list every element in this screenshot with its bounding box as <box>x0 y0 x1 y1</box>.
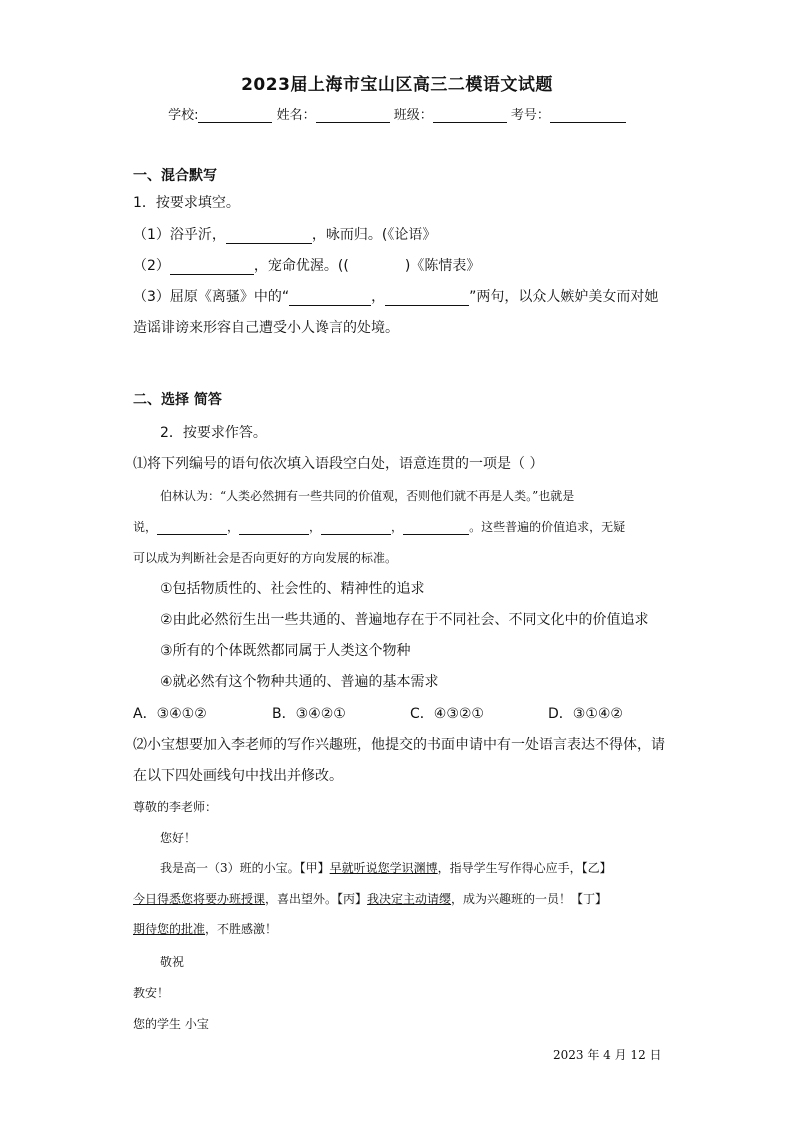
option-d[interactable]: D．③①④② <box>548 706 623 722</box>
passage-blank-3[interactable] <box>321 520 391 535</box>
letter-closing-1: 敬祝 <box>160 955 185 969</box>
letter-date: 2023 年 4 月 12 日 <box>553 1048 662 1062</box>
passage-line-1: 伯林认为：“人类必然拥有一些共同的价值观，否则他们就不再是人类。”也就是 <box>160 489 575 503</box>
item-3: ③所有的个体既然都同属于人类这个物种 <box>160 643 411 659</box>
letter-salutation: 尊敬的李老师： <box>133 800 218 814</box>
q1-1-blank[interactable] <box>226 229 312 244</box>
passage-blank-4[interactable] <box>403 520 469 535</box>
class-blank[interactable] <box>433 108 507 123</box>
passage-line-2-end: 。这些普遍的价值追求，无疑 <box>469 520 626 534</box>
letter-signature: 您的学生 小宝 <box>133 1017 209 1031</box>
option-a[interactable]: A．③④①② <box>133 706 207 722</box>
letter-body-line-2 <box>133 890 607 907</box>
number-blank[interactable] <box>550 108 626 123</box>
q1-2-text-c: )《陈情表》 <box>404 258 481 274</box>
q1-2-text-b: ，宠命优渥。(( <box>253 258 349 274</box>
q1-3-blank-1[interactable] <box>289 291 371 306</box>
student-info-line <box>0 104 794 123</box>
question-2-stem: 2．按要求作答。 <box>160 425 267 441</box>
option-b[interactable]: B．③④②① <box>272 706 346 722</box>
question-1-stem: 1．按要求填空。 <box>133 195 240 211</box>
q1-3-text-a: （3）屈原《离骚》中的“ <box>133 289 290 305</box>
letter-body-2a: ，喜出望外。【丙】 <box>265 892 368 906</box>
question-1-2 <box>133 255 480 275</box>
letter-body-1b: ，指导学生写作得心应手，【乙】 <box>437 861 612 875</box>
question-1-3-cont: 造谣诽谤来形容自己遭受小人谗言的处境。 <box>133 320 399 336</box>
item-2: ②由此必然衍生出一些共通的、普遍地存在于不同社会、不同文化中的价值追求 <box>160 612 649 628</box>
item-1: ①包括物质性的、社会性的、精神性的追求 <box>160 581 425 597</box>
passage-line-2 <box>133 518 625 535</box>
letter-body-3a: ，不胜感激！ <box>205 922 278 936</box>
section-2-heading: 二、选择 简答 <box>133 392 222 408</box>
question-2-1-stem: ⑴将下列编号的语句依次填入语段空白处，语意连贯的一项是（ ） <box>133 456 544 472</box>
q1-2-text-a: （2） <box>133 258 170 274</box>
q1-2-blank[interactable] <box>170 260 254 275</box>
letter-greeting: 您好！ <box>160 831 197 845</box>
q1-1-text-a: （1）浴乎沂， <box>133 227 226 243</box>
q1-3-text-c: ”两句，以众人嫉妒美女而对她 <box>469 289 659 305</box>
underlined-sentence-ding: 期待您的批准 <box>133 922 206 936</box>
q1-3-text-b: ， <box>371 289 386 305</box>
q1-1-text-b: ，咏而归。(《论语》 <box>311 227 437 243</box>
letter-body-line-3 <box>133 920 277 937</box>
passage-line-2-start: 说， <box>133 520 158 534</box>
underlined-sentence-bing: 我决定主动请缨 <box>367 892 452 906</box>
letter-closing-2: 教安！ <box>133 986 170 1000</box>
question-2-2-line-1: ⑵小宝想要加入李老师的写作兴趣班，他提交的书面申请中有一处语言表达不得体，请 <box>133 737 665 753</box>
page-title: 2023届上海市宝山区高三二模语文试题 <box>241 75 553 95</box>
underlined-sentence-yi: 今日得悉您将要办班授课 <box>133 892 266 906</box>
name-blank[interactable] <box>316 108 390 123</box>
q1-3-blank-2[interactable] <box>385 291 469 306</box>
question-1-3 <box>133 286 658 306</box>
number-label: 考号： <box>510 108 550 123</box>
school-blank[interactable] <box>198 108 272 123</box>
question-1-1 <box>133 224 436 244</box>
passage-sep-1: ， <box>227 520 240 534</box>
letter-body-2b: ，成为兴趣班的一员！【丁】 <box>451 892 608 906</box>
passage-blank-2[interactable] <box>239 520 309 535</box>
passage-sep-3: ， <box>391 520 404 534</box>
passage-line-3: 可以成为判断社会是否向更好的方向发展的标准。 <box>133 551 398 565</box>
class-label: 班级： <box>393 108 433 123</box>
school-label: 学校: <box>168 108 199 123</box>
passage-blank-1[interactable] <box>157 520 227 535</box>
option-c[interactable]: C．④③②① <box>410 706 484 722</box>
letter-body-1a: 我是高一（3）班的小宝。【甲】 <box>160 861 330 875</box>
letter-body-line-1 <box>160 859 612 876</box>
item-4: ④就必然有这个物种共通的、普遍的基本需求 <box>160 674 439 690</box>
section-1-heading: 一、混合默写 <box>133 168 217 184</box>
underlined-sentence-jia: 早就听说您学识渊博 <box>329 861 438 875</box>
passage-sep-2: ， <box>309 520 322 534</box>
name-label: 姓名： <box>276 108 316 123</box>
question-2-2-line-2: 在以下四处画线句中找出并修改。 <box>133 768 343 784</box>
